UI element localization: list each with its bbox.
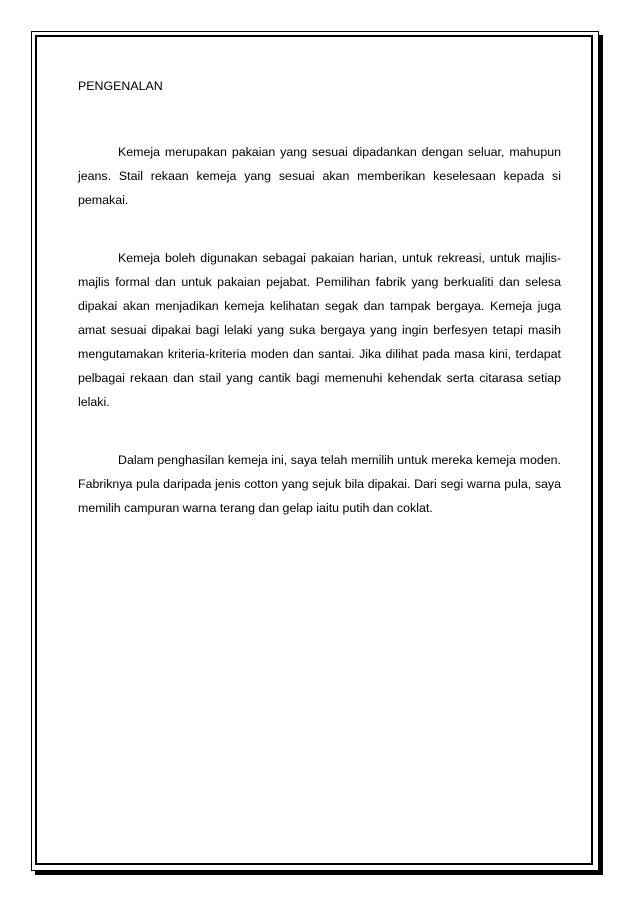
paragraph-design-choice: Dalam penghasilan kemeja ini, saya telah memilih untuk mereka kemeja moden. Fabriknya pula daripada jenis cotton yang sejuk bila dipakai. Dari segi warna pula, saya memilih campuran warna terang dan gelap iaitu putih dan coklat. xyxy=(78,453,561,515)
document-body xyxy=(78,76,561,520)
paragraph-usage: Kemeja boleh digunakan sebagai pakaian harian, untuk rekreasi, untuk majlis-majlis formal dan untuk pakaian pejabat. Pemilihan fabrik yang berkualiti dan selesa dipakai akan menjadikan kemeja kelihatan segak dan tampak bergaya. Kemeja juga amat sesuai dipakai bagi lelaki yang suka bergaya yang ingin berfesyen tetapi masih mengutamakan kriteria-kriteria moden dan santai. Jika dilihat pada masa kini, terdapat pelbagai rekaan dan stail yang cantik bagi memenuhi kehendak serta citarasa setiap lelaki. xyxy=(78,251,561,409)
paragraph-intro: Kemeja merupakan pakaian yang sesuai dipadankan dengan seluar, mahupun jeans. Stail rekaan kemeja yang sesuai akan memberikan keselesaan kepada si pemakai. xyxy=(78,145,561,207)
section-heading: PENGENALAN xyxy=(78,79,163,93)
